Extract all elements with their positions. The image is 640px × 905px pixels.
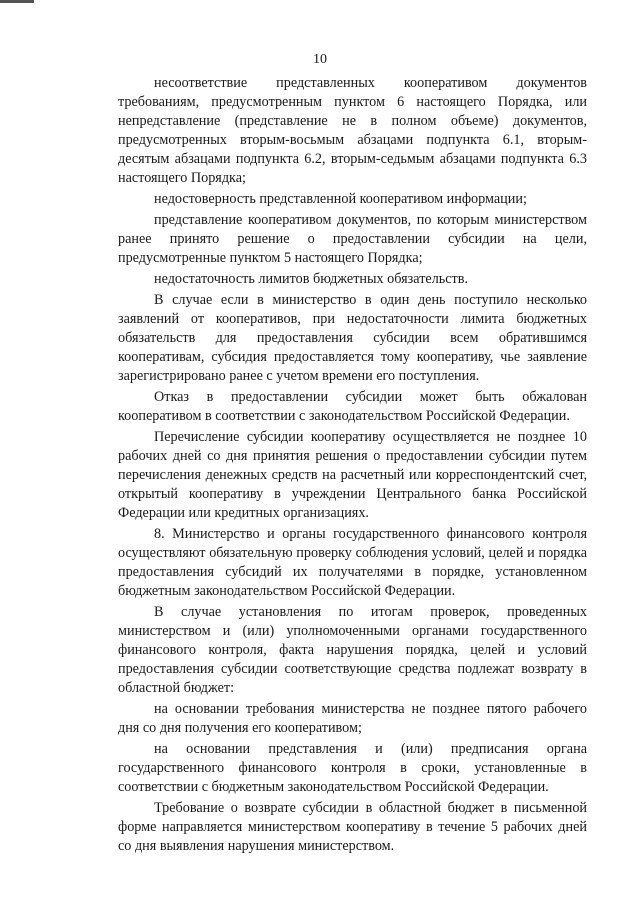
scan-corner-mark xyxy=(0,0,34,3)
paragraph: на основании представления и (или) предписания органа государственного финансового контроля в сроки, установленные в соответствии с бюджетным законодательством Российской Федерации. xyxy=(118,741,587,795)
paragraph: В случае установления по итогам проверок, проведенных министерством и (или) уполномоченными органами государственного финансового контроля, факта нарушения порядка, целей и условий предоставления субсидии соответствующие средства подлежат возврату в областной бюджет: xyxy=(118,604,587,696)
paragraph: В случае если в министерство в один день поступило несколько заявлений от кооперативов, при недостаточности лимита бюджетных обязательств для предоставления субсидии всем обратившимся кооперативам, субсидия предоставляется тому кооперативу, чье заявление зарегистрировано ранее с учетом времени его поступления. xyxy=(118,292,587,384)
paragraph: представление кооперативом документов, по которым министерством ранее принято решение о предоставлении субсидии на цели, предусмотренные пунктом 5 настоящего Порядка; xyxy=(118,212,587,266)
paragraph: 8. Министерство и органы государственного финансового контроля осуществляют обязательную проверку соблюдения условий, целей и порядка предоставления субсидий их получателями в порядке, установленном бюджетным законодательством Российской Федерации. xyxy=(118,526,587,599)
paragraph: Требование о возврате субсидии в областной бюджет в письменной форме направляется министерством кооперативу в течение 5 рабочих дней со дня выявления нарушения министерством. xyxy=(118,800,587,854)
paragraph: недостаточность лимитов бюджетных обязательств. xyxy=(154,271,468,287)
paragraph: Отказ в предоставлении субсидии может быть обжалован кооперативом в соответствии с законодательством Российской Федерации. xyxy=(118,389,587,424)
paragraph: недостоверность представленной кооперативом информации; xyxy=(154,191,527,207)
document-body xyxy=(118,74,587,856)
paragraph: Перечисление субсидии кооперативу осуществляется не позднее 10 рабочих дней со дня принятия решения о предоставлении субсидии путем перечисления денежных средств на расчетный или корреспондентский счет, открытый кооперативу в учреждении Центрального банка Российской Федерации или кредитных организациях. xyxy=(118,429,587,521)
paragraph: несоответствие представленных кооперативом документов требованиям, предусмотренным пунктом 6 настоящего Порядка, или непредставление (представление не в полном объеме) документов, предусмотренных вторым-восьмым абзацами подпункта 6.1, вторым-десятым абзацами подпункта 6.2, вторым-седьмым абзацами подпункта 6.3 настоящего Порядка; xyxy=(118,75,587,186)
paragraph: на основании требования министерства не позднее пятого рабочего дня со дня получения его кооперативом; xyxy=(118,701,587,736)
page-number: 10 xyxy=(313,52,327,67)
